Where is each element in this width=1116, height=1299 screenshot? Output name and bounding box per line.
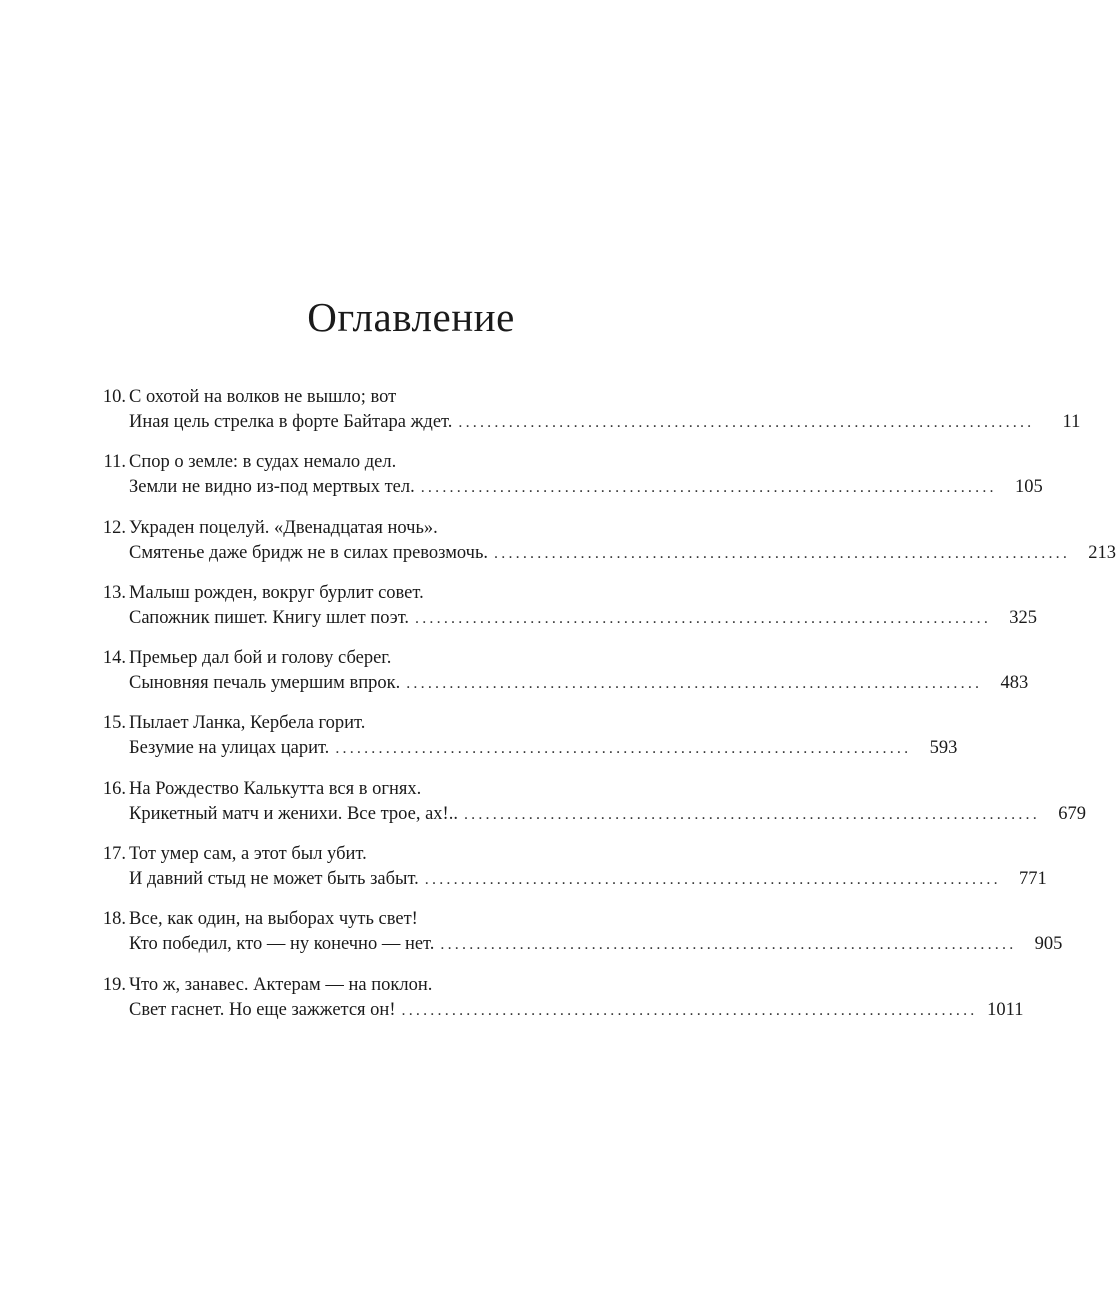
entry-number: 11. <box>103 452 126 473</box>
dot-leader: ................................................................................ <box>458 414 1035 431</box>
entry-page-number: 325 <box>1009 607 1038 628</box>
entry-title-line-1: Пылает Ланка, Кербела горит. <box>129 713 366 734</box>
dot-leader: ................................................................................ <box>424 871 1001 889</box>
entry-number: 12. <box>102 517 126 538</box>
entry-number: 10. <box>102 387 126 407</box>
entry-page-number: 1011 <box>987 999 1024 1020</box>
entry-title-line-2: Безумие на улицах царит. <box>129 738 330 759</box>
toc-entry <box>92 906 1063 971</box>
entry-title-line-1: С охотой на волков не вышло; вот <box>129 387 397 407</box>
entry-page-number: 11 <box>1062 412 1081 432</box>
toc-entry <box>92 972 1024 1037</box>
dot-leader: ................................................................................ <box>420 479 997 497</box>
entry-title-line-1: Все, как один, на выборах чуть свет! <box>129 909 418 930</box>
toc-entry <box>92 776 1086 841</box>
dot-leader: ................................................................................ <box>406 675 983 693</box>
entry-title-line-2: Сыновняя печаль умершим впрок. <box>129 673 401 694</box>
entry-title-line-1: Украден поцелуй. «Двенадцатая ночь». <box>129 517 438 538</box>
entry-title-line-2: Сапожник пишет. Книгу шлет поэт. <box>129 607 410 628</box>
entry-title-line-2: Земли не видно из-под мертвых тел. <box>129 477 415 498</box>
toc-entry <box>92 384 1081 449</box>
toc-entry <box>92 645 1029 710</box>
entry-number: 13. <box>102 582 126 603</box>
dot-leader: ................................................................................ <box>463 805 1040 823</box>
table-of-contents <box>92 384 1116 1037</box>
entry-number: 15. <box>102 713 126 734</box>
dot-leader: ................................................................................ <box>494 544 1071 562</box>
entry-page-number: 771 <box>1019 869 1047 890</box>
entry-title-line-1: Малыш рожден, вокруг бурлит совет. <box>129 582 424 603</box>
entry-title-line-1: Тот умер сам, а этот был убит. <box>129 844 367 865</box>
toc-entry <box>92 710 958 775</box>
entry-title-line-2: Кто победил, кто — ну конечно — нет. <box>129 934 435 955</box>
entry-title-line-1: Премьер дал бой и голову сберег. <box>129 648 392 669</box>
page-title: Оглавление <box>307 294 515 340</box>
entry-title-line-2: Смятенье даже бридж не в силах превозмочь. <box>129 542 489 563</box>
entry-number: 19. <box>102 974 126 995</box>
entry-title-line-1: Что ж, занавес. Актерам — на поклон. <box>129 974 433 995</box>
entry-title-line-2: Свет гаснет. Но еще зажжется он! <box>129 999 396 1020</box>
entry-number: 18. <box>102 909 126 930</box>
entry-number: 17. <box>102 844 126 865</box>
entry-title-line-2: И давний стыд не может быть забыт. <box>129 869 419 890</box>
entry-page-number: 105 <box>1014 477 1043 498</box>
toc-entry <box>92 449 1043 514</box>
dot-leader: ................................................................................ <box>401 1001 978 1019</box>
toc-entry <box>92 515 1116 580</box>
entry-page-number: 213 <box>1088 542 1116 563</box>
entry-number: 14. <box>102 648 126 669</box>
entry-title-line-1: Спор о земле: в судах немало дел. <box>129 452 397 473</box>
entry-title-line-2: Крикетный матч и женихи. Все трое, ах!.. <box>129 803 458 824</box>
entry-page-number: 679 <box>1058 803 1086 824</box>
entry-title-line-1: На Рождество Калькутта вся в огнях. <box>129 778 422 799</box>
entry-title-line-2: Иная цель стрелка в форте Байтара ждет. <box>129 412 453 432</box>
entry-page-number: 593 <box>929 738 958 759</box>
toc-entry <box>92 580 1038 645</box>
toc-entry <box>92 841 1047 906</box>
dot-leader: ................................................................................ <box>415 609 992 627</box>
dot-leader: ................................................................................ <box>335 740 912 758</box>
entry-number: 16. <box>102 778 126 799</box>
dot-leader: ................................................................................ <box>440 936 1017 954</box>
entry-page-number: 905 <box>1034 934 1063 955</box>
entry-page-number: 483 <box>1000 673 1029 694</box>
